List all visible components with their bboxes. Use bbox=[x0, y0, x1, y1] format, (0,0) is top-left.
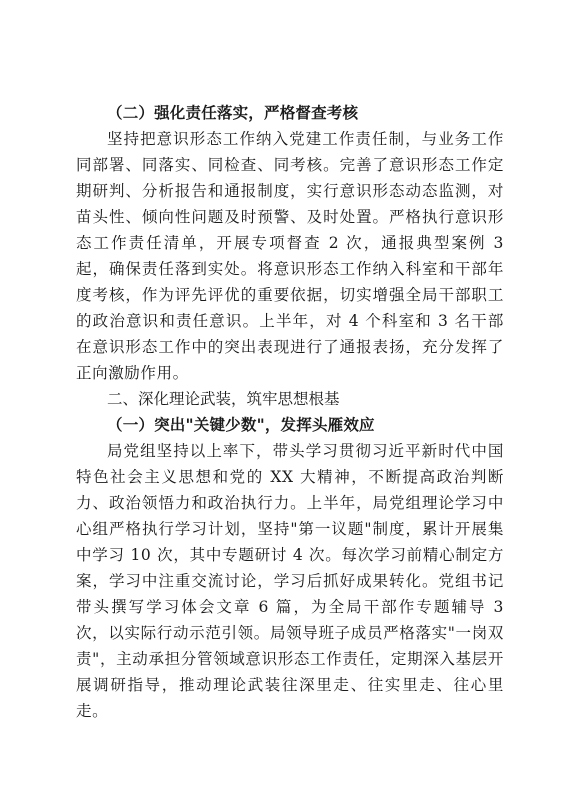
section-body-responsibility: 坚持把意识形态工作纳入党建工作责任制，与业务工作同部署、同落实、同检查、同考核。完善了意识形态工作定期研判、分析报告和通报制度，实行意识形态动态监测，对苗头性、倾向性问题及时预警、及时处置。严格执行意识形态工作责任清单，开展专项督查 2 次，通报典型案例 3 起，确保责任落到实处。将意识形态工作纳入科室和干部年度考核，作为评先评优的重要依据，切实增强全局干部职工的政治意识和责任意识。上半年，对 4 个科室和 3 名干部在意识形态工作中的突出表现进行了通报表扬，充分发挥了正向激励作用。 bbox=[76, 130, 504, 382]
part-heading-theory: 二、深化理论武装，筑牢思想根基 bbox=[107, 390, 340, 408]
document-page bbox=[76, 100, 504, 724]
subsection-heading-key-minority: （一）突出"关键少数"，发挥头雁效应 bbox=[107, 415, 375, 434]
subsection-body-key-minority: 局党组坚持以上率下，带头学习贯彻习近平新时代中国特色社会主义思想和党的 XX 大精神，不断提高政治判断力、政治领悟力和政治执行力。上半年，局党组理论学习中心组严格执行学习计划，坚持"第一议题"制度，累计开展集中学习 10 次，其中专题研讨 4 次。每次学习前精心制定方案，学习中注重交流讨论，学习后抓好成果转化。党组书记带头撰写学习体会文章 6 篇，为全局干部作专题辅导 3 次，以实际行动示范引领。局领导班子成员严格落实"一岗双责"，主动承担分管领域意识形态工作责任，定期深入基层开展调研指导，推动理论武装往深里走、往实里走、往心里走。 bbox=[76, 442, 504, 720]
section-heading-strengthen-responsibility: （二）强化责任落实，严格督查考核 bbox=[107, 103, 359, 122]
